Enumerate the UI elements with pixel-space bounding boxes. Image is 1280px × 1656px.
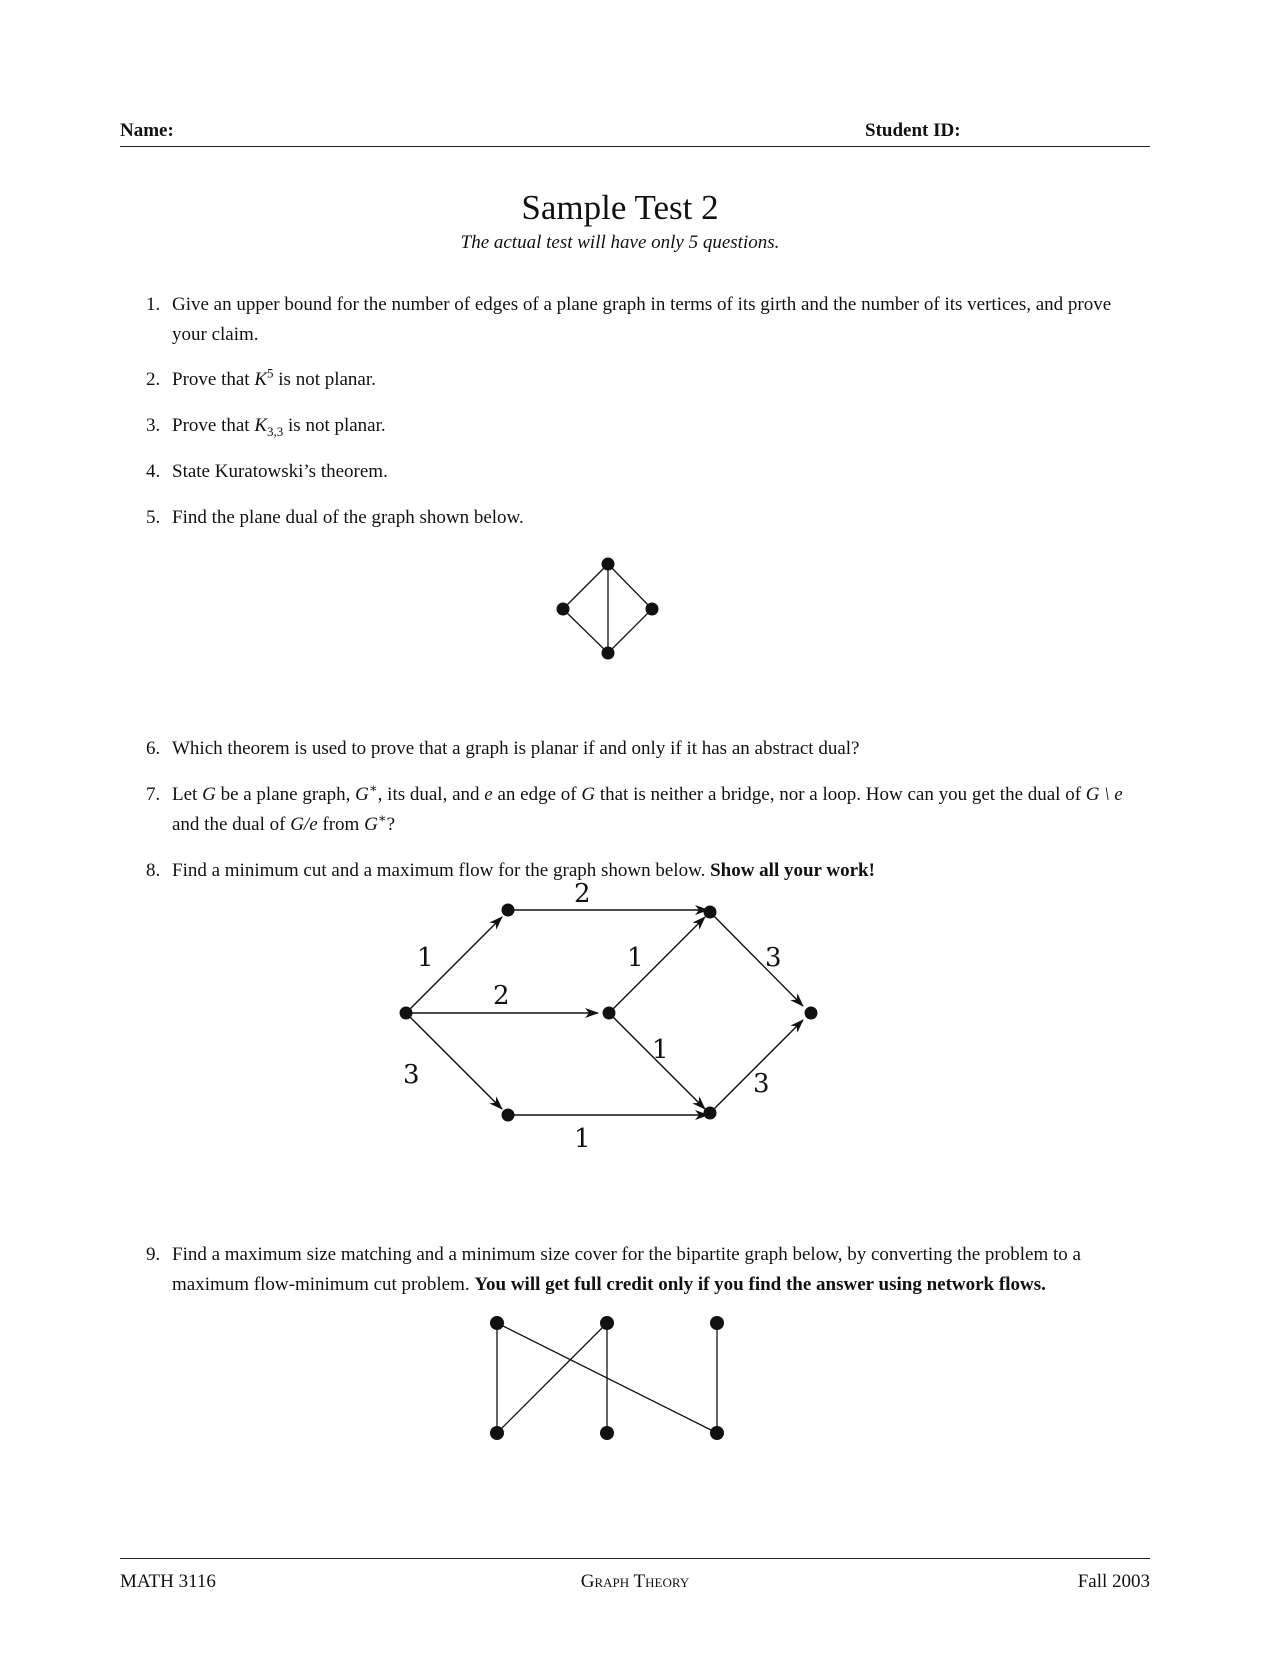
page-subtitle: The actual test will have only 5 questions.	[460, 232, 780, 253]
graph-vertex	[557, 603, 570, 616]
edge-label: 3	[753, 1069, 770, 1099]
flow-edge	[710, 1020, 803, 1113]
graph-edge	[563, 609, 608, 653]
question-number: 1.	[146, 294, 161, 315]
flow-edge	[406, 1013, 502, 1109]
graph-vertex	[600, 1316, 614, 1330]
graph-edge	[608, 609, 652, 653]
graph-vertex	[710, 1426, 724, 1440]
flow-vertex	[502, 1109, 515, 1122]
edge-label: 1	[627, 943, 644, 973]
graph-vertex	[710, 1316, 724, 1330]
graph-vertex	[490, 1426, 504, 1440]
name-label: Name:	[120, 120, 174, 141]
question-text: Prove that $K_{3,3}$ is not planar.	[172, 415, 386, 439]
question-number: 4.	[146, 461, 161, 482]
footer-course: MATH 3116	[120, 1571, 216, 1592]
question-text: Find the plane dual of the graph shown below.	[172, 507, 524, 528]
graph-vertex	[602, 558, 615, 571]
question-number: 5.	[146, 507, 161, 528]
edge-label: 2	[493, 981, 510, 1011]
footer	[120, 1558, 1150, 1592]
question-text: Give an upper bound for the number of edges of a plane graph in terms of its girth and the number of its vertices, and prove your claim.	[172, 294, 1112, 345]
question-text: State Kuratowski’s theorem.	[172, 461, 388, 482]
bipartite-graph-diagram	[497, 1323, 717, 1433]
question-text: Which theorem is used to prove that a graph is planar if and only if it has an abstract dual?	[172, 738, 860, 759]
question-number: 9.	[146, 1244, 161, 1265]
graph-vertex	[602, 647, 615, 660]
question-number: 3.	[146, 415, 161, 436]
flow-edge-labels	[403, 879, 782, 1154]
edge-label: 2	[574, 879, 591, 909]
graph-edge	[563, 564, 608, 609]
question-text: Let G be a plane graph, G∗, its dual, and e an edge of G that is neither a bridge, nor a loop. How can you get the dual of G \ e and the dual of G/e from G∗?	[172, 780, 1123, 835]
graph-vertex	[600, 1426, 614, 1440]
question-text: Find a maximum size matching and a minimum size cover for the bipartite graph below, by converting the problem to a maximum flow-minimum cut problem. You will get full credit only if you find the answer using network flows.	[172, 1244, 1081, 1295]
question-text: Find a minimum cut and a maximum flow for the graph shown below. Show all your work!	[172, 860, 875, 881]
footer-term: Fall 2003	[1077, 1571, 1150, 1592]
edge-label: 1	[417, 943, 434, 973]
flow-edge	[710, 912, 803, 1006]
page-title: Sample Test 2	[521, 188, 719, 227]
edge-label: 3	[765, 943, 782, 973]
question-text: Prove that $K^5$ is not planar.	[172, 365, 376, 390]
flow-edge	[609, 917, 705, 1013]
question-number: 8.	[146, 860, 161, 881]
flow-vertex	[502, 904, 515, 917]
edge-label: 3	[403, 1060, 420, 1090]
plane-graph-diagram	[563, 564, 652, 653]
question-number: 6.	[146, 738, 161, 759]
flow-vertex	[603, 1007, 616, 1020]
graph-vertex	[646, 603, 659, 616]
flow-vertex	[400, 1007, 413, 1020]
flow-vertex	[704, 1107, 717, 1120]
question-number: 2.	[146, 369, 161, 390]
graph-edge	[497, 1323, 607, 1433]
graph-vertex	[490, 1316, 504, 1330]
footer-subject: Graph Theory	[580, 1571, 690, 1592]
flow-vertex	[805, 1007, 818, 1020]
question-number: 7.	[146, 784, 161, 805]
flow-vertex	[704, 906, 717, 919]
student-id-label: Student ID:	[865, 120, 961, 141]
graph-edge	[608, 564, 652, 609]
edge-label: 1	[652, 1035, 669, 1065]
edge-label: 1	[574, 1124, 591, 1154]
